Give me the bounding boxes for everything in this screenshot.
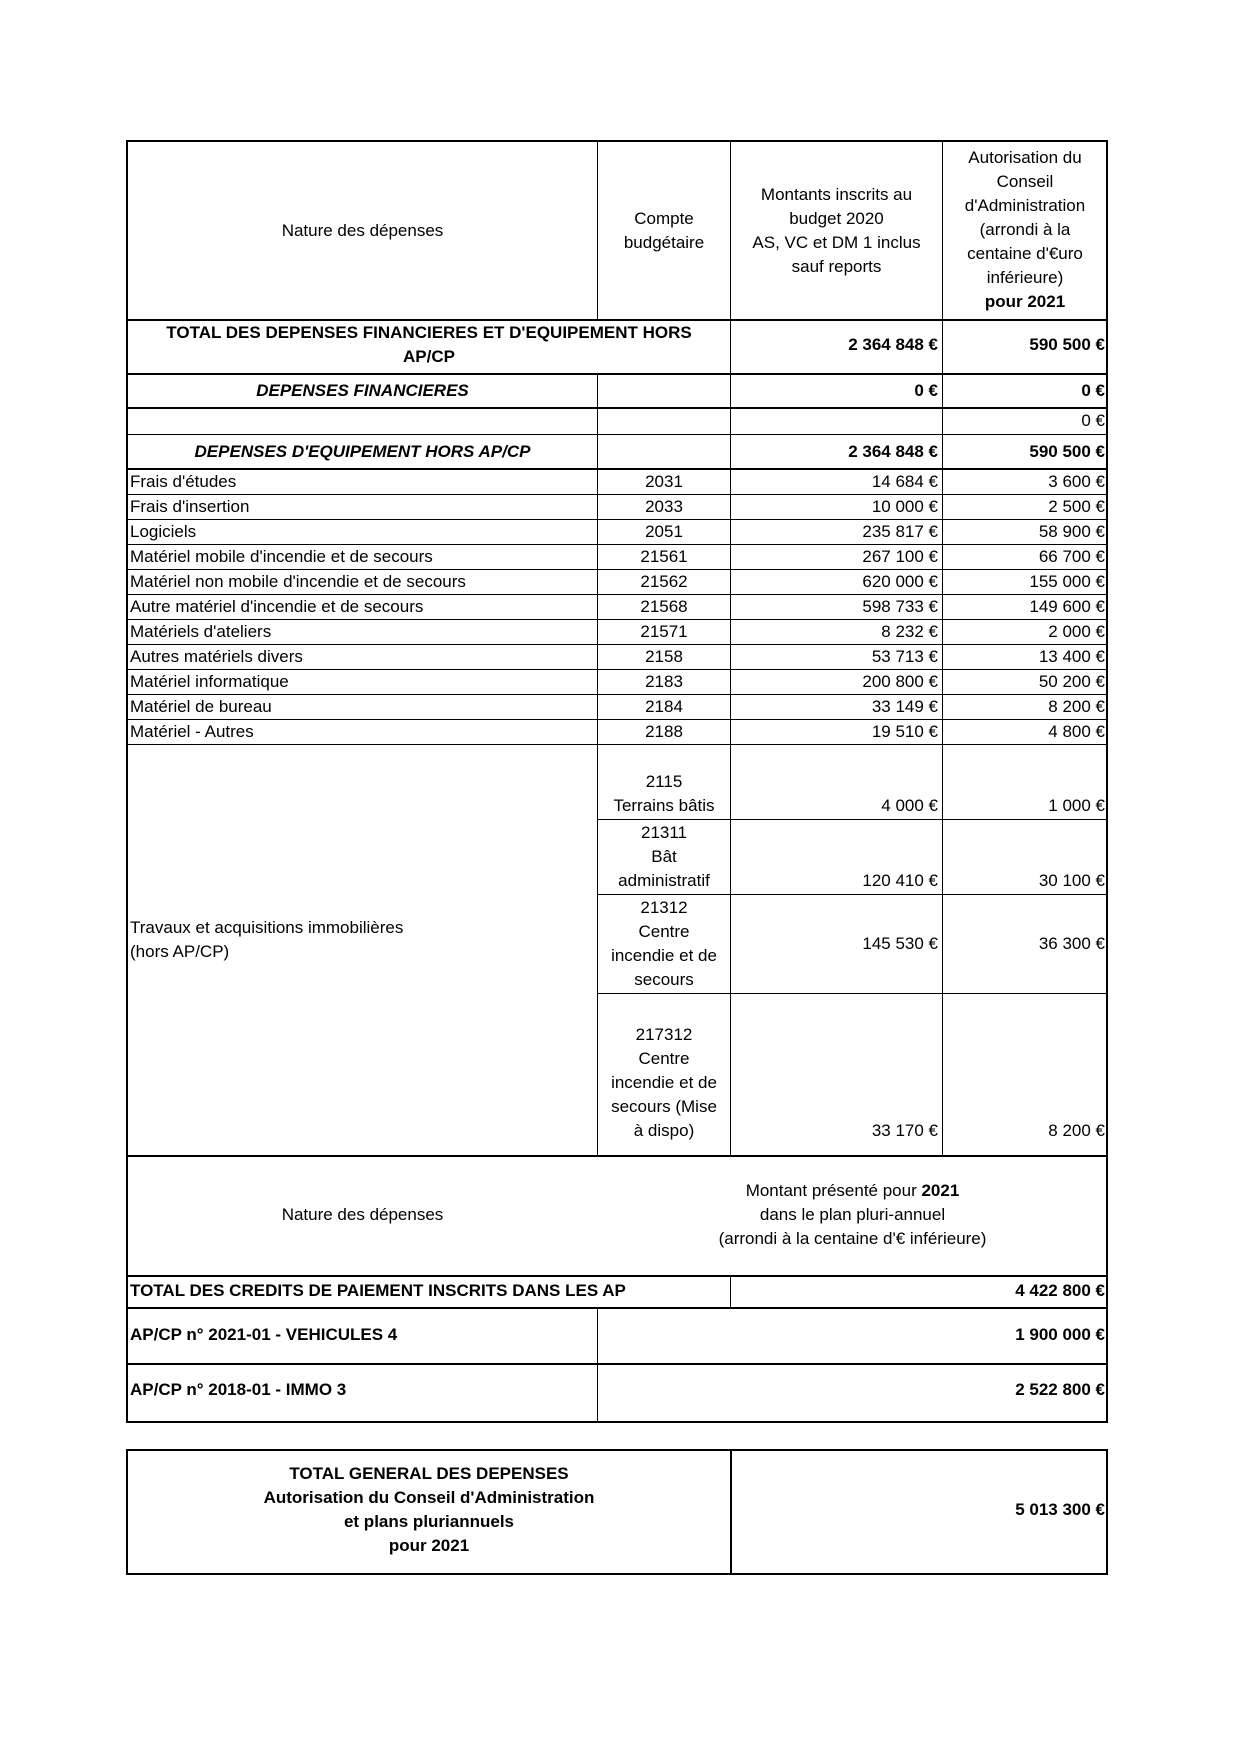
header-montants-line1: Montants inscrits au bbox=[760, 185, 913, 204]
total-hors-montant: 2 364 848 € bbox=[848, 335, 938, 354]
row-montant: 267 100 € bbox=[862, 547, 938, 566]
row-autorisation: 3 600 € bbox=[1048, 472, 1105, 491]
ap1-label: AP/CP n° 2021-01 - VEHICULES 4 bbox=[130, 1325, 398, 1344]
header-autorisation-line2: Conseil bbox=[996, 172, 1054, 191]
row-compte: 2188 bbox=[645, 722, 683, 741]
row-autorisation: 13 400 € bbox=[1038, 647, 1105, 666]
row-label: Matériel informatique bbox=[130, 672, 289, 691]
row-montant: 235 817 € bbox=[862, 522, 938, 541]
row-compte: 2183 bbox=[645, 672, 683, 691]
travaux-compte: administratif bbox=[618, 871, 710, 890]
total-general-label-line3: et plans pluriannuels bbox=[343, 1512, 515, 1531]
financieres-montant: 0 € bbox=[914, 381, 938, 400]
total-general-label-line1: TOTAL GENERAL DES DEPENSES bbox=[289, 1464, 569, 1483]
travaux-autorisation: 8 200 € bbox=[1048, 1121, 1105, 1140]
row-autorisation: 2 500 € bbox=[1048, 497, 1105, 516]
section2-montant-line3: (arrondi à la centaine d'€ inférieure) bbox=[718, 1229, 987, 1248]
row-autorisation: 58 900 € bbox=[1038, 522, 1105, 541]
section2-montant-line1 bbox=[598, 1179, 1107, 1203]
travaux-sub-line-1 bbox=[597, 819, 1107, 820]
travaux-sub-line-3 bbox=[597, 993, 1107, 994]
row-label: Frais d'études bbox=[130, 472, 237, 491]
travaux-autorisation: 1 000 € bbox=[1048, 796, 1105, 815]
financieres-autorisation: 0 € bbox=[1081, 381, 1105, 400]
header-montants-line3: AS, VC et DM 1 inclus bbox=[752, 233, 921, 252]
travaux-montant: 33 170 € bbox=[871, 1121, 938, 1140]
row-line-total bbox=[127, 373, 1107, 375]
header-autorisation-line4: (arrondi à la bbox=[979, 220, 1071, 239]
total-general-label-line2: Autorisation du Conseil d'Administration bbox=[263, 1488, 595, 1507]
row-line-blank bbox=[127, 434, 1107, 435]
row-montant: 200 800 € bbox=[862, 672, 938, 691]
total-general-value: 5 013 300 € bbox=[1015, 1500, 1105, 1519]
travaux-compte: à dispo) bbox=[633, 1121, 695, 1140]
row-montant: 10 000 € bbox=[871, 497, 938, 516]
row-label: Matériel non mobile d'incendie et de secours bbox=[130, 572, 466, 591]
row-label: Matériel - Autres bbox=[130, 722, 254, 741]
travaux-autorisation: 36 300 € bbox=[1038, 934, 1105, 953]
row-autorisation: 66 700 € bbox=[1038, 547, 1105, 566]
header-autorisation-year: pour 2021 bbox=[984, 292, 1066, 311]
total-hors-label-line2: AP/CP bbox=[403, 347, 455, 366]
row-line-ap1 bbox=[127, 1307, 1107, 1309]
travaux-compte: Centre bbox=[638, 922, 690, 941]
header-montants-line4: sauf reports bbox=[791, 257, 882, 276]
row-compte: 21568 bbox=[640, 597, 688, 616]
travaux-compte: secours bbox=[634, 970, 694, 989]
row-autorisation: 2 000 € bbox=[1048, 622, 1105, 641]
row-label: Autre matériel d'incendie et de secours bbox=[130, 597, 424, 616]
header-compte-line1: Compte bbox=[634, 209, 694, 228]
row-autorisation: 8 200 € bbox=[1048, 697, 1105, 716]
header-compte-line2: budgétaire bbox=[623, 233, 705, 252]
row-montant: 8 232 € bbox=[881, 622, 938, 641]
header-autorisation-line6: inférieure) bbox=[986, 268, 1064, 287]
row-montant: 19 510 € bbox=[871, 722, 938, 741]
travaux-montant: 145 530 € bbox=[862, 934, 938, 953]
total-ap-value: 4 422 800 € bbox=[1015, 1281, 1105, 1300]
travaux-compte: incendie et de bbox=[611, 946, 717, 965]
row-label: Matériel mobile d'incendie et de secours bbox=[130, 547, 433, 566]
row-compte: 2051 bbox=[645, 522, 683, 541]
section2-montant-year: 2021 bbox=[921, 1181, 960, 1200]
travaux-compte: Bât bbox=[651, 847, 677, 866]
travaux-montant: 4 000 € bbox=[881, 796, 938, 815]
ap1-value: 1 900 000 € bbox=[1015, 1325, 1105, 1344]
row-autorisation: 155 000 € bbox=[1029, 572, 1105, 591]
total-general-label-line4: pour 2021 bbox=[388, 1536, 470, 1555]
travaux-compte: 2115 bbox=[645, 772, 683, 791]
row-compte: 21571 bbox=[640, 622, 688, 641]
travaux-compte: incendie et de bbox=[611, 1073, 717, 1092]
row-compte: 21562 bbox=[640, 572, 688, 591]
equipement-autorisation: 590 500 € bbox=[1029, 442, 1105, 461]
row-compte: 2184 bbox=[645, 697, 683, 716]
row-line-total-ap bbox=[127, 1275, 1107, 1277]
travaux-compte: secours (Mise bbox=[611, 1097, 717, 1116]
row-compte: 2158 bbox=[645, 647, 683, 666]
travaux-compte: 217312 bbox=[635, 1025, 693, 1044]
row-line-ap2 bbox=[127, 1363, 1107, 1365]
row-montant: 620 000 € bbox=[862, 572, 938, 591]
total-hors-label-line1: TOTAL DES DEPENSES FINANCIERES ET D'EQUIPEMENT HORS bbox=[166, 323, 692, 342]
travaux-compte: Terrains bâtis bbox=[613, 796, 715, 815]
header-autorisation-line1: Autorisation du bbox=[968, 148, 1082, 167]
row-autorisation: 50 200 € bbox=[1038, 672, 1105, 691]
row-line bbox=[127, 744, 1107, 745]
row-montant: 33 149 € bbox=[871, 697, 938, 716]
travaux-label-line1: Travaux et acquisitions immobilières bbox=[130, 918, 404, 937]
row-label: Logiciels bbox=[130, 522, 197, 541]
row-compte: 21561 bbox=[640, 547, 688, 566]
equipement-label: DEPENSES D'EQUIPEMENT HORS AP/CP bbox=[194, 442, 531, 461]
section2-montant-line2: dans le plan pluri-annuel bbox=[759, 1205, 946, 1224]
header-autorisation-line5: centaine d'€uro bbox=[967, 244, 1083, 263]
section2-nature: Nature des dépenses bbox=[281, 1205, 444, 1224]
row-label: Frais d'insertion bbox=[130, 497, 250, 516]
travaux-sub-line-2 bbox=[597, 894, 1107, 895]
row-label: Matériel de bureau bbox=[130, 697, 272, 716]
header-autorisation-line3: d'Administration bbox=[964, 196, 1086, 215]
row-compte: 2031 bbox=[645, 472, 683, 491]
header-montants-line2: budget 2020 bbox=[789, 209, 884, 228]
header-nature: Nature des dépenses bbox=[281, 221, 444, 240]
travaux-label-line2: (hors AP/CP) bbox=[130, 942, 230, 961]
total-ap-label: TOTAL DES CREDITS DE PAIEMENT INSCRITS DANS LES AP bbox=[130, 1281, 626, 1300]
row-label: Matériels d'ateliers bbox=[130, 622, 272, 641]
row-label: Autres matériels divers bbox=[130, 647, 303, 666]
row-compte: 2033 bbox=[645, 497, 683, 516]
financieres-label: DEPENSES FINANCIERES bbox=[256, 381, 469, 400]
row-autorisation: 4 800 € bbox=[1048, 722, 1105, 741]
travaux-compte: Centre bbox=[638, 1049, 690, 1068]
equipement-montant: 2 364 848 € bbox=[848, 442, 938, 461]
ap2-label: AP/CP n° 2018-01 - IMMO 3 bbox=[130, 1380, 347, 1399]
row-line-section2 bbox=[127, 1155, 1107, 1157]
row-montant: 14 684 € bbox=[871, 472, 938, 491]
travaux-autorisation: 30 100 € bbox=[1038, 871, 1105, 890]
travaux-compte: 21311 bbox=[640, 823, 687, 842]
travaux-montant: 120 410 € bbox=[862, 871, 938, 890]
row-montant: 53 713 € bbox=[871, 647, 938, 666]
row-autorisation: 149 600 € bbox=[1029, 597, 1105, 616]
section2-montant-prefix: Montant présenté pour bbox=[745, 1181, 922, 1200]
travaux-compte: 21312 bbox=[640, 898, 688, 917]
row-montant: 598 733 € bbox=[862, 597, 938, 616]
ap2-value: 2 522 800 € bbox=[1015, 1380, 1105, 1399]
total-hors-autorisation: 590 500 € bbox=[1029, 335, 1105, 354]
blank-row-autorisation: 0 € bbox=[1081, 411, 1105, 430]
